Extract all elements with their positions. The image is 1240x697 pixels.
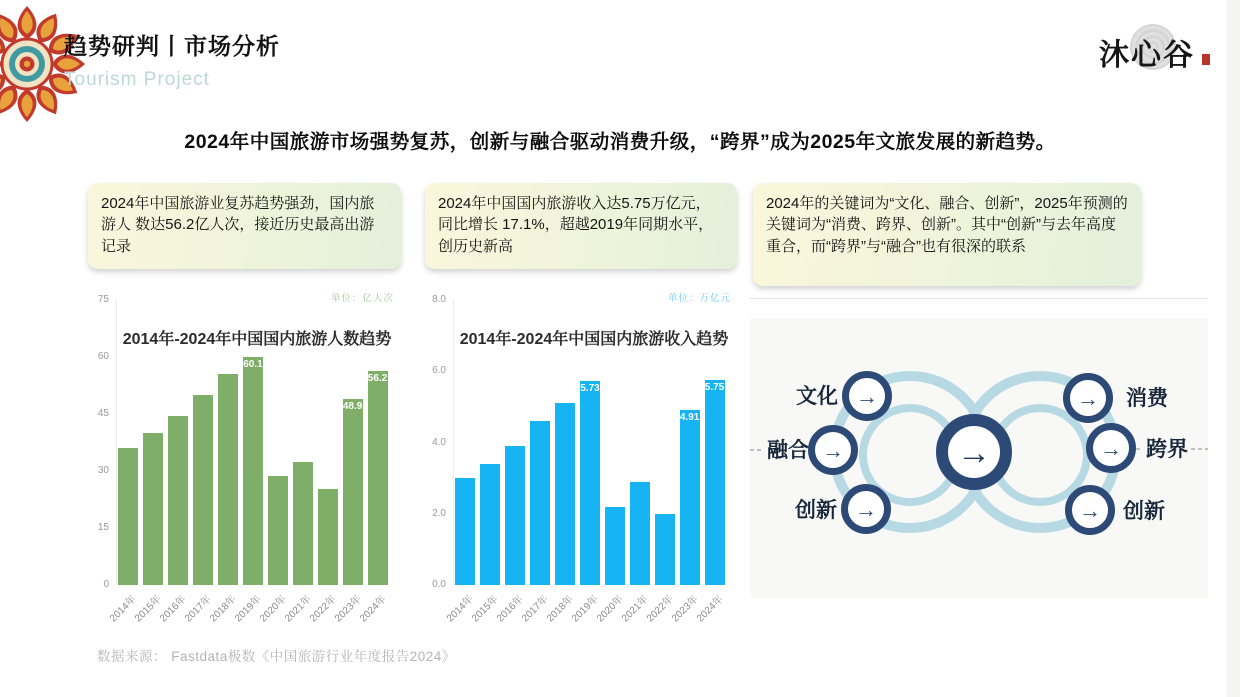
bar-2019年 (243, 357, 263, 585)
company-logo (1092, 20, 1212, 80)
node-innovation-right (1069, 489, 1112, 532)
arrow-icon: → (1079, 498, 1101, 523)
bar-slot (365, 371, 390, 585)
x-tick-label: 2021年 (282, 593, 314, 625)
page-subtitle: Tourism Project (64, 69, 210, 90)
y-tick-label: 8.0 (432, 294, 446, 305)
x-tick-label: 2024年 (357, 593, 389, 625)
y-tick-label: 4.0 (432, 436, 446, 448)
x-tick-label: 2016年 (158, 593, 189, 625)
bar-slot (340, 399, 365, 585)
chart-bars (116, 300, 390, 585)
diagram-top-divider (750, 298, 1208, 299)
bar-2023年 (343, 399, 363, 585)
label-fusion: 融合 (767, 439, 809, 462)
bar-slot (652, 514, 677, 585)
slide-edge-strip (1227, 0, 1240, 697)
arrow-icon: → (822, 438, 844, 463)
chart-y-axis (423, 294, 449, 590)
bar-2016年 (168, 416, 188, 585)
bar-2021年 (630, 482, 650, 585)
chart-x-axis (445, 587, 727, 625)
bar-2017年 (193, 395, 213, 585)
x-tick-label: 2019年 (233, 593, 264, 625)
bar-2022年 (318, 489, 338, 585)
x-tick-label: 2021年 (619, 593, 651, 625)
y-tick-label: 45 (97, 408, 109, 419)
bar-slot (602, 507, 627, 585)
y-tick-label: 0.0 (432, 579, 446, 590)
bar-2016年 (505, 446, 525, 585)
arrow-icon: → (855, 497, 877, 522)
bar-2024年 (368, 371, 388, 585)
x-tick-label: 2022年 (307, 593, 339, 625)
bar-slot (241, 357, 266, 585)
chart-title: 2014年-2024年中国国内旅游收入趋势 (459, 331, 729, 348)
chart-y-axis (86, 294, 112, 590)
label-consumption: 消费 (1126, 387, 1168, 410)
x-tick (694, 587, 727, 625)
bar-2024年 (705, 380, 725, 585)
chart-unit-label: 单位：亿人次 (330, 293, 394, 304)
bar-slot (453, 478, 478, 585)
chart-bars (453, 300, 727, 585)
arrow-icon: → (1077, 386, 1099, 411)
logo-text: 沐心谷 (1099, 38, 1195, 73)
arrow-icon: → (856, 384, 878, 409)
summary-card-keywords: 2024年的关键词为“文化、融合、创新”，2025年预测的关键词为“消费、跨界、创新”。其中“创新”与去年高度重合，而“跨界”与“融合”也有很深的联系 (753, 183, 1141, 286)
bar-2020年 (268, 476, 288, 585)
y-tick-label: 15 (97, 522, 109, 533)
arrow-icon: → (1100, 436, 1122, 461)
x-tick-label: 2015年 (470, 593, 501, 625)
bar-slot (141, 433, 166, 585)
label-culture: 文化 (796, 385, 838, 408)
x-tick-label: 2023年 (669, 593, 701, 625)
bar-value-label: 5.73 (580, 382, 600, 394)
bar-slot (116, 448, 141, 585)
revenue-bar-chart (423, 288, 737, 623)
bar-2020年 (605, 507, 625, 585)
bar-slot (478, 464, 503, 585)
summary-card-visitors: 2024年中国旅游业复苏趋势强劲，国内旅游人 数达56.2亿人次，接近历史最高出游记录 (88, 183, 401, 269)
x-tick-label: 2018年 (208, 593, 239, 625)
bar-slot (553, 403, 578, 585)
chart-title: 2014年-2024年中国国内旅游人数趋势 (122, 331, 392, 348)
arrow-icon: → (957, 434, 991, 472)
bar-2015年 (480, 464, 500, 585)
x-tick-label: 2022年 (644, 593, 676, 625)
bar-slot (702, 380, 727, 585)
bar-2018年 (218, 374, 238, 585)
bar-slot (315, 489, 340, 585)
header (64, 28, 280, 91)
chart-unit-label: 单位：万亿元 (667, 293, 731, 304)
x-tick-label: 2017年 (183, 593, 214, 625)
x-tick-label: 2014年 (445, 593, 477, 625)
bar-slot (677, 410, 702, 585)
infinity-diagram-svg (750, 318, 1208, 598)
x-tick-label: 2016年 (495, 593, 526, 625)
bar-value-label: 4.91 (679, 412, 700, 424)
node-center (942, 420, 1006, 484)
bar-2023年 (680, 410, 700, 585)
bar-2014年 (455, 478, 475, 585)
bar-2014年 (118, 448, 138, 585)
y-tick-label: 2.0 (432, 507, 446, 519)
bar-value-label: 56.2 (367, 373, 388, 385)
logo-red-stamp-icon (1202, 54, 1210, 65)
keywords-infinity-diagram (750, 318, 1208, 598)
x-tick (357, 587, 390, 625)
x-tick-label: 2020年 (257, 593, 289, 625)
node-culture (846, 375, 889, 418)
chart-x-axis (108, 587, 390, 625)
bar-2022年 (655, 514, 675, 585)
node-consumption (1067, 377, 1110, 420)
bar-slot (265, 476, 290, 585)
bar-slot (216, 374, 241, 585)
y-tick-label: 6.0 (432, 365, 446, 377)
bar-2018年 (555, 403, 575, 585)
y-tick-label: 30 (97, 465, 109, 476)
bar-2017年 (530, 421, 550, 585)
bar-slot (503, 446, 528, 585)
bar-2021年 (293, 462, 313, 586)
bar-slot (166, 416, 191, 585)
bar-value-label: 60.1 (243, 358, 263, 370)
x-tick-label: 2014年 (108, 593, 140, 625)
x-tick-label: 2018年 (545, 593, 576, 625)
node-fusion (812, 429, 855, 472)
visitors-bar-chart (86, 288, 400, 623)
bar-slot (290, 462, 315, 586)
x-tick-label: 2015年 (133, 593, 164, 625)
label-innovation-right: 创新 (1123, 500, 1165, 523)
bar-value-label: 5.75 (704, 382, 725, 394)
bar-slot (578, 381, 603, 585)
data-source-note: 数据来源： Fastdata极数《中国旅游行业年度报告2024》 (97, 649, 456, 664)
node-crossover (1090, 427, 1133, 470)
bar-2019年 (580, 381, 600, 585)
x-tick-label: 2017年 (520, 593, 551, 625)
x-tick-label: 2023年 (332, 593, 364, 625)
page-title: 趋势研判丨市场分析 (64, 33, 280, 59)
summary-card-revenue: 2024年中国国内旅游收入达5.75万亿元，同比增长 17.1%，超越2019年同期水平，创历史新高 (425, 183, 737, 269)
label-innovation-left: 创新 (795, 499, 837, 522)
y-tick-label: 60 (97, 351, 109, 362)
bar-slot (528, 421, 553, 585)
slide-headline: 2024年中国旅游市场强势复苏，创新与融合驱动消费升级，“跨界”成为2025年文旅发展的新趋势。 (184, 131, 1056, 153)
x-tick-label: 2020年 (594, 593, 626, 625)
x-tick-label: 2019年 (570, 593, 601, 625)
bar-slot (627, 482, 652, 585)
label-crossover: 跨界 (1146, 438, 1188, 461)
bar-2015年 (143, 433, 163, 585)
node-innovation-left (845, 488, 888, 531)
bar-value-label: 48.9 (342, 401, 363, 413)
y-tick-label: 75 (97, 294, 109, 305)
x-tick-label: 2024年 (694, 593, 726, 625)
bar-slot (191, 395, 216, 585)
y-tick-label: 0 (103, 579, 109, 590)
